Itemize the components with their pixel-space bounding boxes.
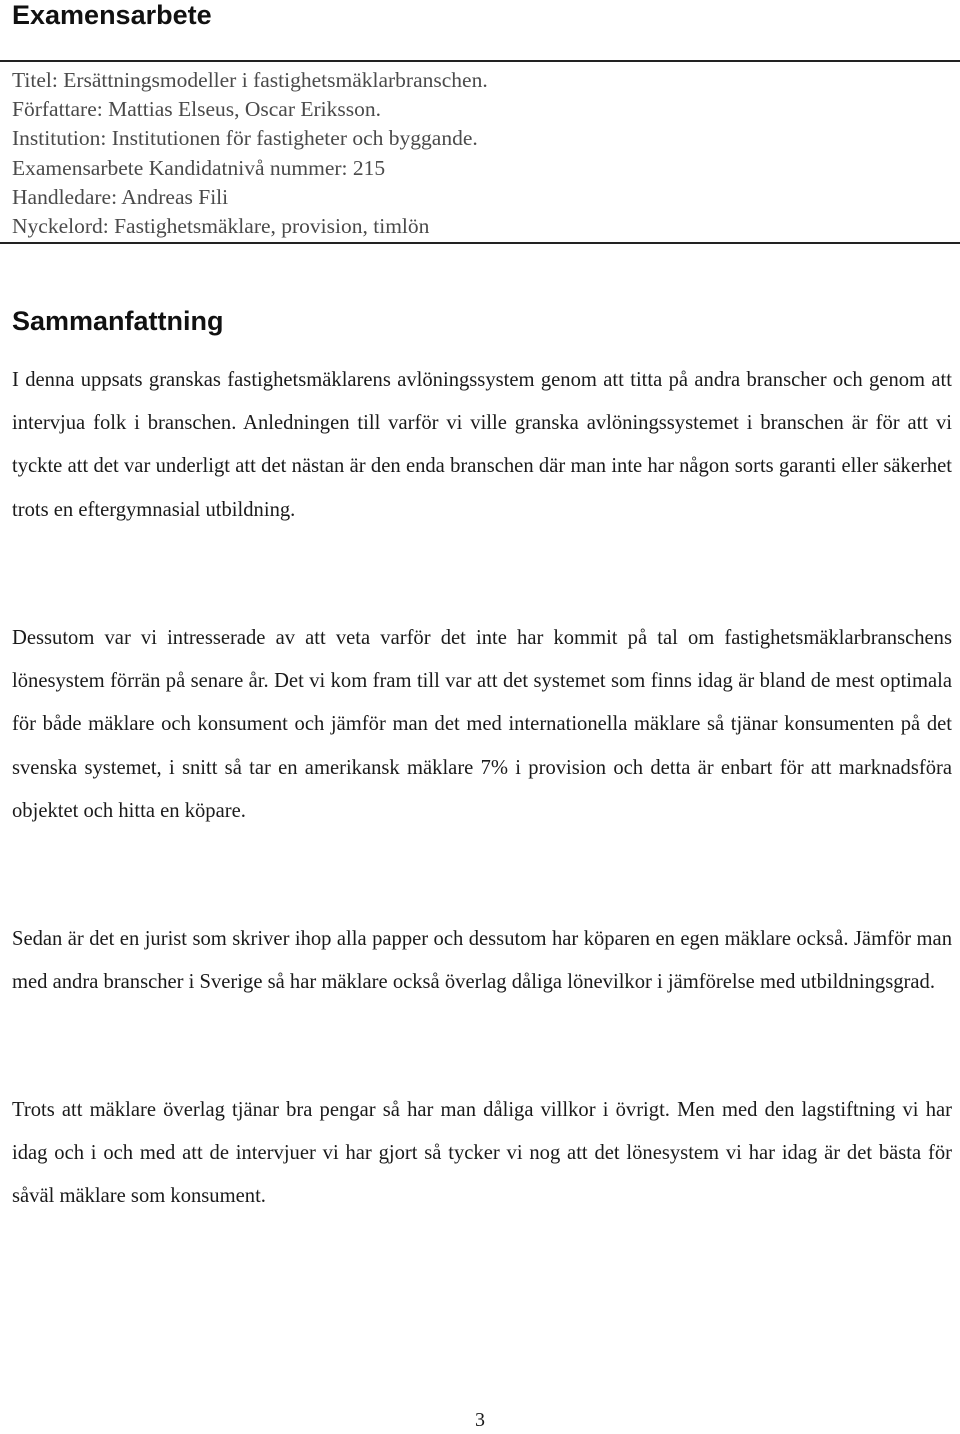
- thesis-supervisor: Handledare: Andreas Fili: [12, 185, 229, 209]
- thesis-institution: Institution: Institutionen för fastigheter och byggande.: [12, 126, 478, 150]
- thesis-keywords: Nyckelord: Fastighetsmäklare, provision, timlön: [12, 214, 430, 238]
- thesis-number: Examensarbete Kandidatnivå nummer: 215: [12, 156, 386, 180]
- thesis-info-box: [0, 60, 960, 244]
- summary-paragraph-2: Dessutom var vi intresserade av att veta varför det inte har kommit på tal om fastighetsmäklarbranschens lönesystem förrän på senare år. Det vi kom fram till var att det systemet som finns idag är bland de mest optimala för både mäklare och konsument och jämför man det med internationella mäklare så tjänar konsumenten på det svenska systemet, i snitt så tar en amerikansk mäklare 7% i provision och detta är enbart för att marknadsföra objektet och hitta en köpare.: [12, 627, 952, 822]
- thesis-authors: Författare: Mattias Elseus, Oscar Eriksson.: [12, 97, 381, 121]
- page-title: Examensarbete: [12, 0, 212, 30]
- section-title-summary: Sammanfattning: [12, 306, 224, 336]
- summary-paragraph-4: Trots att mäklare överlag tjänar bra pengar så har man dåliga villkor i övrigt. Men med den lagstiftning vi har idag och i och med att de intervjuer vi har gjort så tycker vi nog att det lönesystem vi har idag är det bästa för såväl mäklare som konsument.: [12, 1099, 952, 1208]
- summary-paragraph-1: I denna uppsats granskas fastighetsmäklarens avlöningssystem genom att titta på andra branscher och genom att intervjua folk i branschen. Anledningen till varför vi ville granska avlöningssystemet i branschen är för att vi tyckte att det var underligt att det nästan är den enda branschen där man inte har någon sorts garanti eller säkerhet trots en eftergymnasial utbildning.: [12, 369, 952, 521]
- page-number: 3: [475, 1409, 485, 1431]
- thesis-title: Titel: Ersättningsmodeller i fastighetsmäklarbranschen.: [12, 68, 488, 92]
- summary-paragraph-3: Sedan är det en jurist som skriver ihop alla papper och dessutom har köparen en egen mäklare också. Jämför man med andra branscher i Sverige så har mäklare också överlag dåliga lönevilkor i jämförelse med utbildningsgrad.: [12, 928, 952, 994]
